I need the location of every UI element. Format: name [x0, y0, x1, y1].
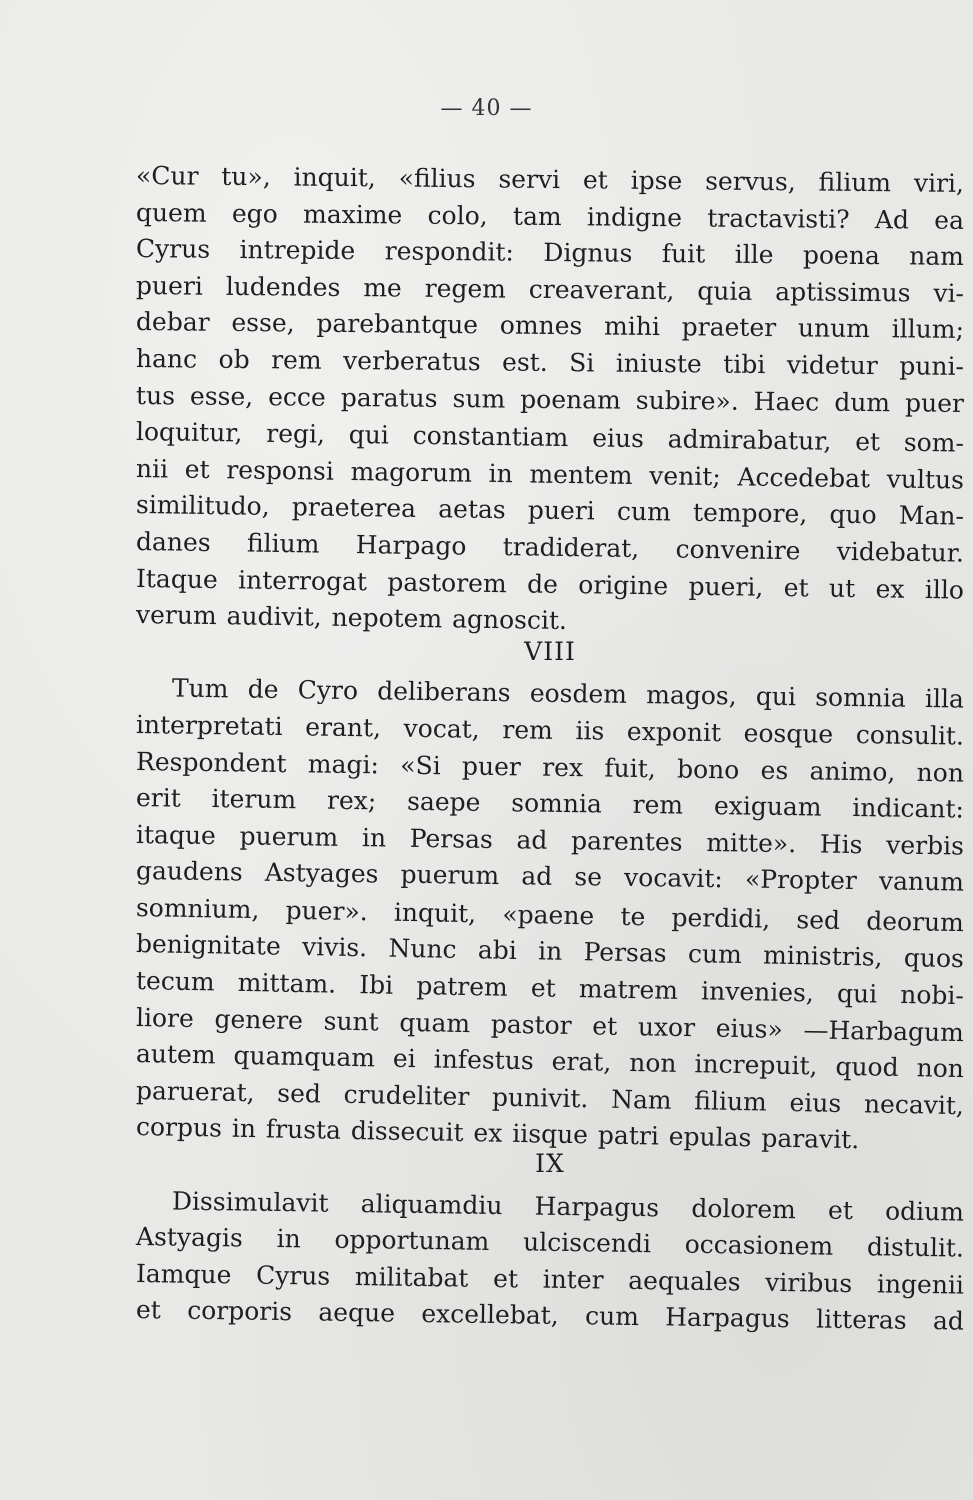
- text-line: Iamque Cyrus militabat et inter aequales viribus ingenii: [135, 1258, 965, 1300]
- text-line: Dissimulavit aliquamdiu Harpagus dolorem et odium: [171, 1186, 965, 1227]
- text-line: danes filium Harpago tradiderat, convenire videbatur.: [135, 526, 965, 568]
- text-line: loquitur, regi, qui constantiam eius admirabatur, et som-: [135, 417, 965, 458]
- page-number: — 40 —: [440, 96, 533, 121]
- text-line: hanc ob rem verberatus est. Si iniuste tibi videtur puni-: [135, 343, 965, 381]
- text-line: similitudo, praeterea aetas pueri cum tempore, quo Man-: [135, 490, 965, 531]
- text-line: benignitate vivis. Nunc abi in Persas cum ministris, quos: [135, 929, 965, 974]
- text-line: erit iterum rex; saepe somnia rem exiguam indicant:: [135, 783, 965, 824]
- text-line: Astyagis in opportunam ulciscendi occasionem distulit.: [135, 1222, 965, 1263]
- text-line: et corporis aeque excellebat, cum Harpagus litteras ad: [135, 1295, 965, 1336]
- text-line: liore genere sunt quam pastor et uxor eius» —Harbagum: [135, 1002, 965, 1047]
- text-line: Respondent magi: «Si puer rex fuit, bono es animo, non: [135, 746, 965, 788]
- body-text: [135, 158, 965, 1336]
- section-heading-viii: VIII: [524, 636, 576, 666]
- text-line: gaudens Astyages puerum ad se vocavit: «Propter vanum: [135, 856, 965, 897]
- text-line: tus esse, ecce paratus sum poenam subire». Haec dum puer: [135, 380, 965, 418]
- text-line: tecum mittam. Ibi patrem et matrem invenies, qui nobi-: [135, 966, 965, 1011]
- text-line: Itaque interrogat pastorem de origine pueri, et ut ex illo: [135, 563, 965, 605]
- text-line: debar esse, parebantque omnes mihi praeter unum illum;: [135, 307, 965, 345]
- text-line: «Cur tu», inquit, «filius servi et ipse servus, filium viri,: [135, 161, 965, 198]
- text-line: itaque puerum in Persas ad parentes mitte». His verbis: [135, 819, 965, 861]
- text-line: corpus in frusta dissecuit ex iisque patri epulas paravit.: [135, 1112, 860, 1155]
- section-heading-ix: IX: [535, 1149, 565, 1179]
- text-line: pueri ludendes me regem creaverant, quia aptissimus vi-: [135, 270, 965, 308]
- text-line: paruerat, sed crudeliter punivit. Nam filium eius necavit,: [135, 1075, 965, 1121]
- text-line: interpretati erant, vocat, rem iis exponit eosque consulit.: [135, 709, 965, 751]
- text-line: somnium, puer». inquit, «paene te perdidi, sed deorum: [135, 892, 965, 938]
- text-line: Cyrus intrepide respondit: Dignus fuit ille poena nam: [135, 234, 965, 272]
- text-line: verum audivit, nepotem agnoscit.: [135, 600, 568, 636]
- text-line: Tum de Cyro deliberans eosdem magos, qui somnia illa: [171, 673, 965, 714]
- text-line: nii et responsi magorum in mentem venit; Accedebat vultus: [135, 453, 965, 495]
- text-line: quem ego maxime colo, tam indigne tractavisti? Ad ea: [135, 197, 965, 235]
- text-line: autem quamquam ei infestus erat, non increpuit, quod non: [135, 1039, 965, 1084]
